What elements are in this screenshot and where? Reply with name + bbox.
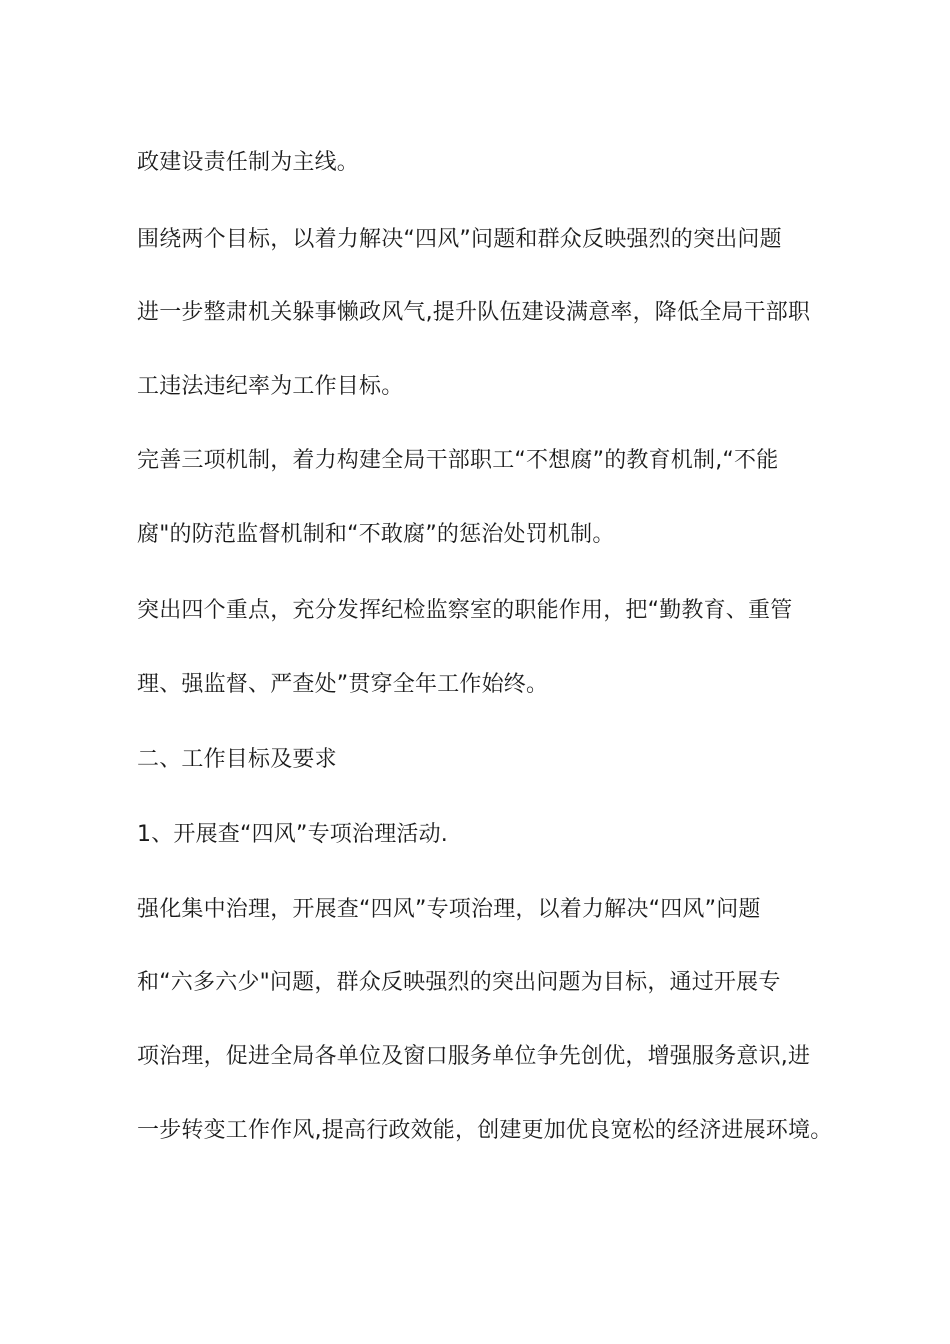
section-heading: 二、工作目标及要求 [137,747,337,772]
text-line: 进一步整肃机关躲事懒政风气,提升队伍建设满意率，降低全局干部职 [137,300,811,325]
subsection-heading: 1、开展查“四风”专项治理活动. [137,822,448,847]
text-line: 腐"的防范监督机制和“不敢腐”的惩治处罚机制。 [137,522,615,547]
text-line: 一步转变工作作风,提高行政效能，创建更加优良宽松的经济进展环境。 [137,1118,833,1143]
text-line: 项治理，促进全局各单位及窗口服务单位争先创优，增强服务意识,进 [137,1044,811,1069]
text-line: 工违法违纪率为工作目标。 [137,374,404,399]
text-line: 和“六多六少"问题，群众反映强烈的突出问题为目标，通过开展专 [137,970,781,995]
text-line: 理、强监督、严查处”贯穿全年工作始终。 [137,672,549,697]
text-line: 围绕两个目标，以着力解决“四风”问题和群众反映强烈的突出问题 [137,227,782,252]
text-line: 完善三项机制，着力构建全局干部职工“不想腐”的教育机制,“不能 [137,448,779,473]
text-line: 突出四个重点，充分发挥纪检监察室的职能作用，把“勤教育、重管 [137,598,793,623]
text-line: 政建设责任制为主线。 [137,150,360,175]
text-line: 强化集中治理，开展查“四风”专项治理，以着力解决“四风”问题 [137,897,761,922]
